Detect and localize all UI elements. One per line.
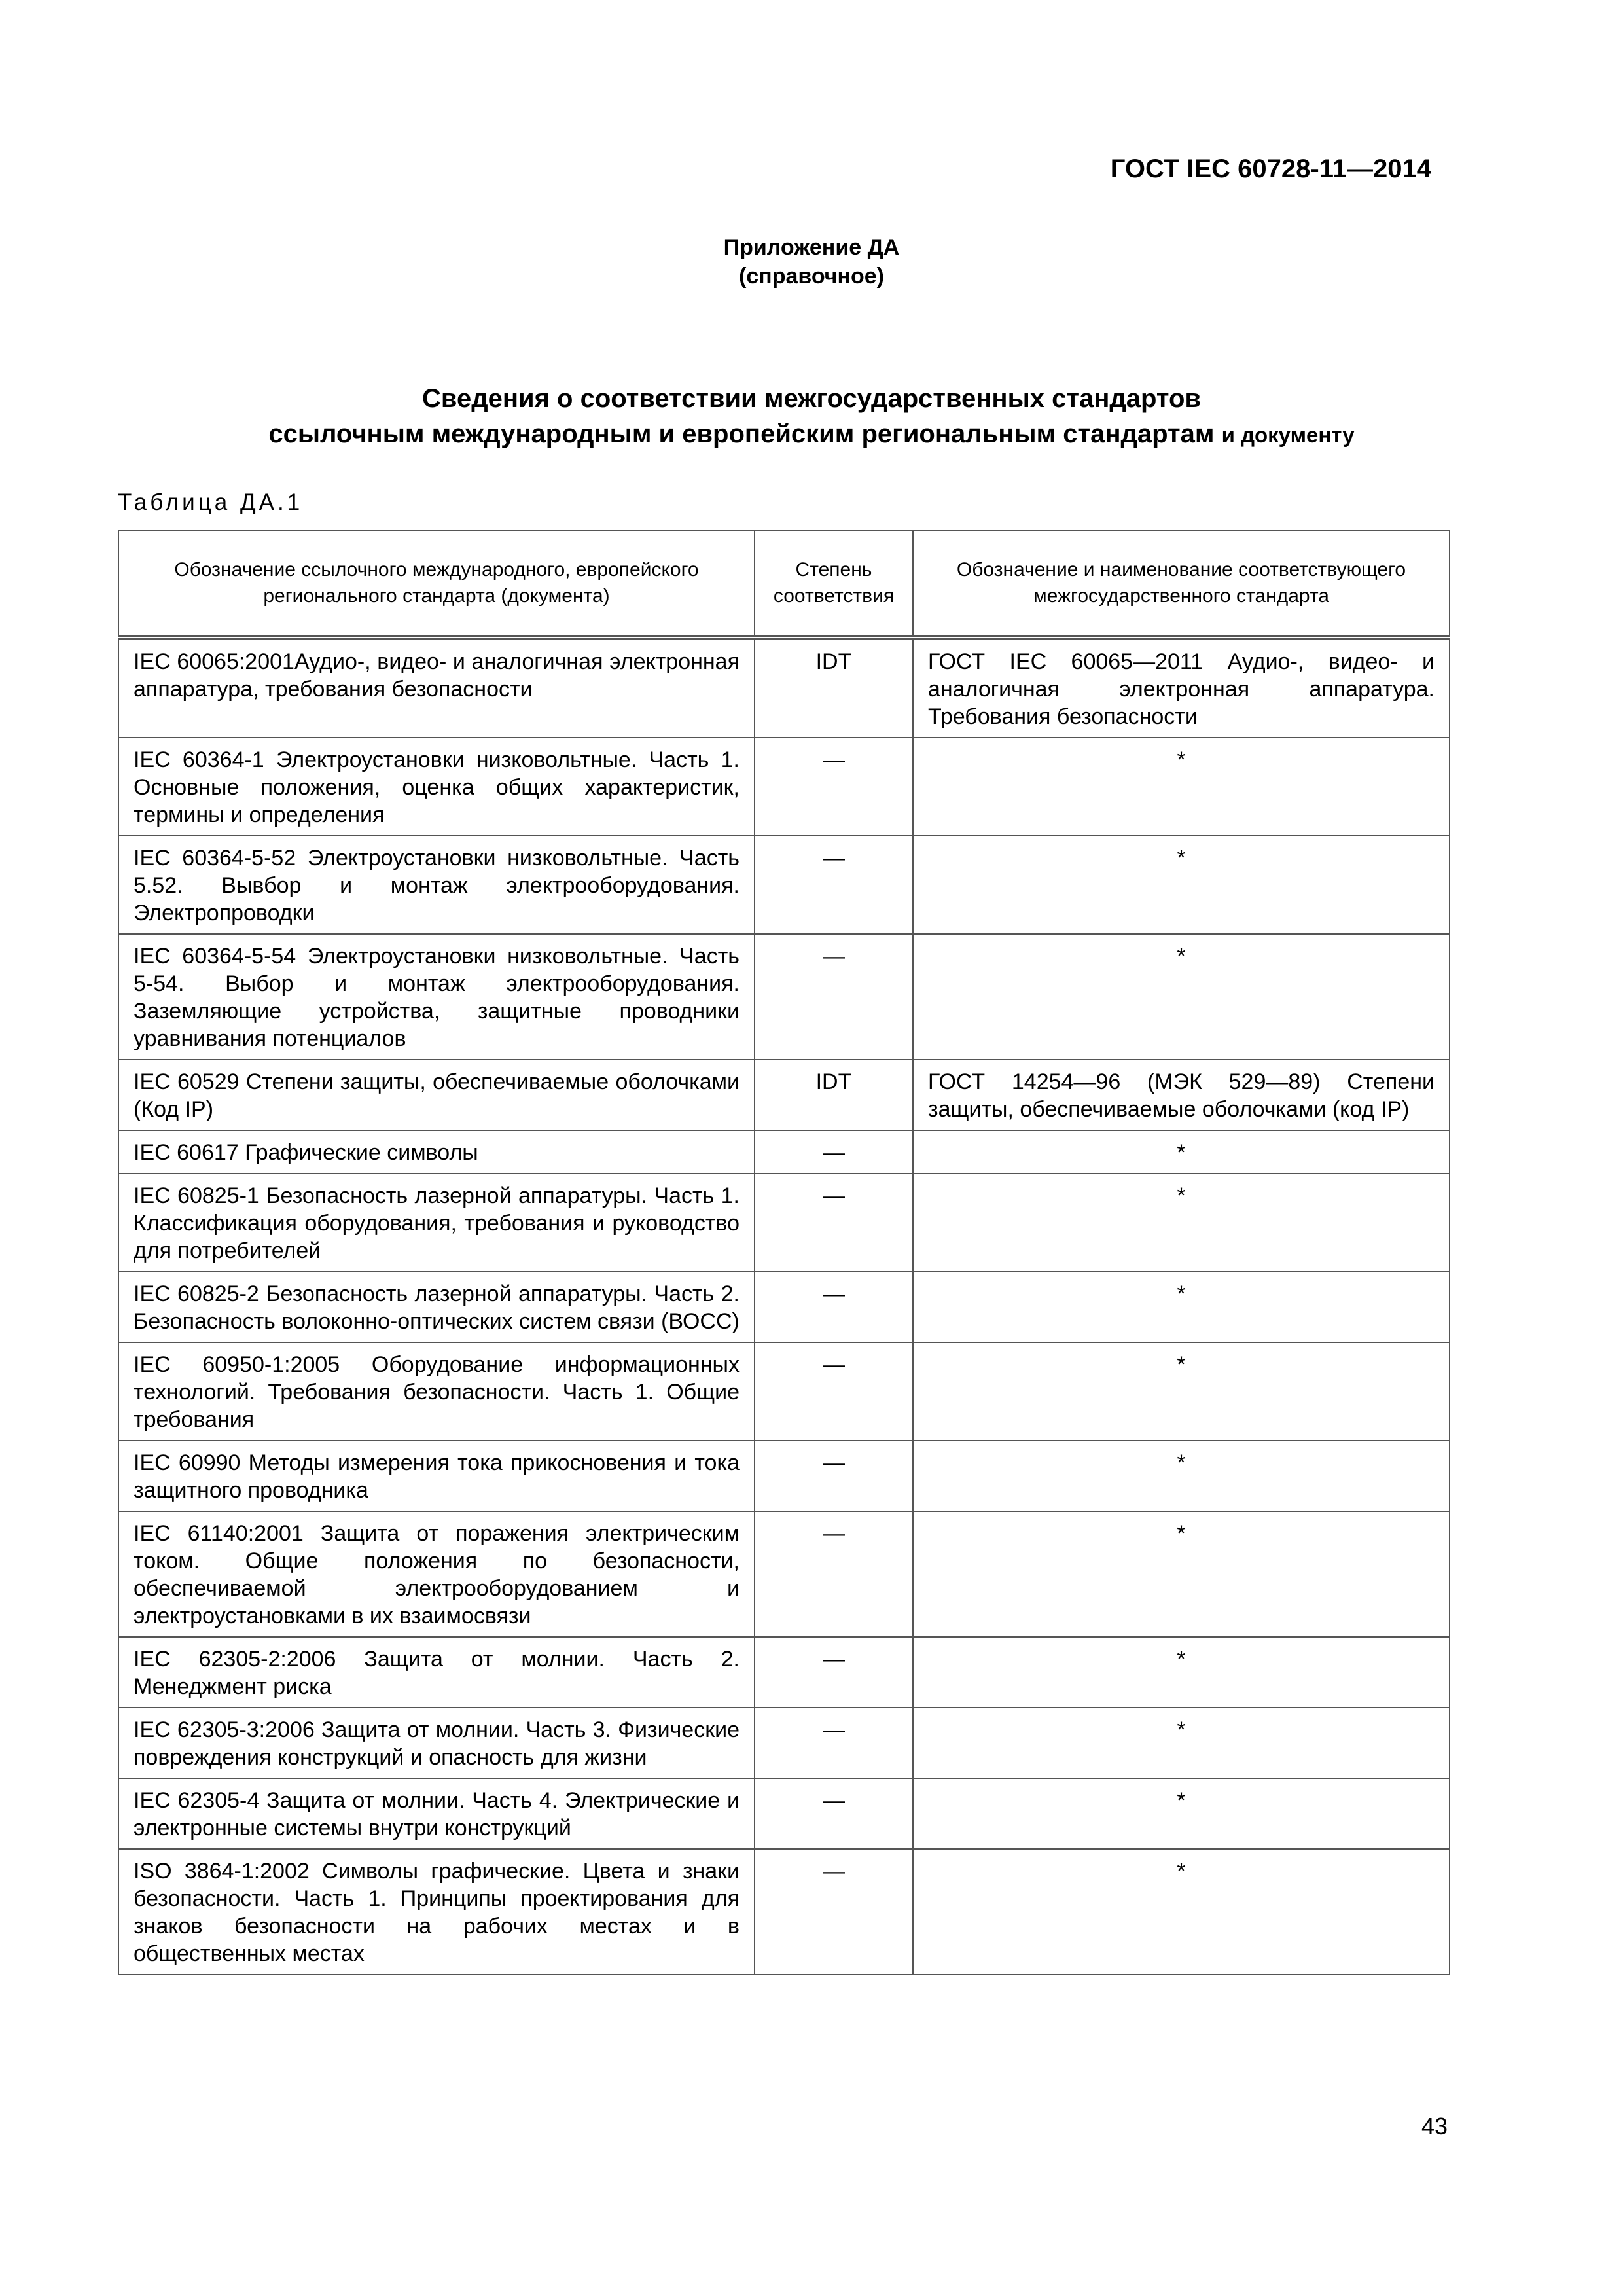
reference-standard-cell: IEC 60364-5-54 Электроустановки низковольтные. Часть 5-54. Выбор и монтаж электрооборудования. Заземляющие устройства, защитные проводники уравнивания потенциалов — [118, 934, 755, 1060]
reference-standard-cell: IEC 60065:2001Аудио-, видео- и аналогичная электронная аппаратура, требования безопасности — [118, 637, 755, 738]
title-line-2 — [0, 416, 1623, 453]
document-code: ГОСТ IEC 60728-11—2014 — [1110, 154, 1431, 183]
table-row — [118, 1342, 1450, 1441]
interstate-standard-cell: * — [913, 1511, 1450, 1637]
table-row — [118, 1708, 1450, 1778]
page-number: 43 — [1421, 2113, 1448, 2140]
header-degree: Степень соответствия — [755, 531, 913, 637]
interstate-standard-cell: ГОСТ 14254—96 (МЭК 529—89) Степени защиты, обеспечиваемые оболочками (код IP) — [913, 1060, 1450, 1130]
reference-standard-cell: ISO 3864-1:2002 Символы графические. Цвета и знаки безопасности. Часть 1. Принципы проектирования для знаков безопасности на рабочих местах и в общественных местах — [118, 1849, 755, 1975]
degree-cell: IDT — [755, 637, 913, 738]
degree-cell: — — [755, 1441, 913, 1511]
header-reference-standard: Обозначение ссылочного международного, европейского регионального стандарта (документа) — [118, 531, 755, 637]
table-header-row — [118, 531, 1450, 637]
table-row — [118, 1060, 1450, 1130]
reference-standard-cell: IEC 60617 Графические символы — [118, 1130, 755, 1174]
interstate-standard-cell: * — [913, 1637, 1450, 1708]
degree-cell: — — [755, 1511, 913, 1637]
interstate-standard-cell: * — [913, 836, 1450, 934]
appendix-heading — [0, 233, 1623, 291]
degree-cell: — — [755, 1849, 913, 1975]
appendix-subtitle: (справочное) — [738, 264, 885, 289]
degree-cell: — — [755, 1778, 913, 1849]
interstate-standard-cell: * — [913, 1849, 1450, 1975]
title-line-1: Сведения о соответствии межгосударственных стандартов — [422, 384, 1201, 413]
reference-standard-cell: IEC 62305-4 Защита от молнии. Часть 4. Электрические и электронные системы внутри конструкций — [118, 1778, 755, 1849]
interstate-standard-cell: * — [913, 1272, 1450, 1342]
table-row — [118, 1637, 1450, 1708]
degree-cell: — — [755, 1130, 913, 1174]
interstate-standard-cell: * — [913, 738, 1450, 836]
appendix-title: Приложение ДА — [723, 235, 900, 260]
table-label: Таблица ДА.1 — [118, 490, 304, 515]
correspondence-table — [118, 530, 1450, 1975]
degree-cell: — — [755, 1342, 913, 1441]
interstate-standard-cell: * — [913, 1708, 1450, 1778]
table-row — [118, 934, 1450, 1060]
interstate-standard-cell: * — [913, 1130, 1450, 1174]
table-row — [118, 1272, 1450, 1342]
reference-standard-cell: IEC 60950-1:2005 Оборудование информационных технологий. Требования безопасности. Часть 1. Общие требования — [118, 1342, 755, 1441]
degree-cell: — — [755, 1637, 913, 1708]
table-row — [118, 1130, 1450, 1174]
degree-cell: — — [755, 934, 913, 1060]
table-row — [118, 1849, 1450, 1975]
reference-standard-cell: IEC 62305-2:2006 Защита от молнии. Часть 2. Менеджмент риска — [118, 1637, 755, 1708]
title-line-2-small: и документу — [1221, 423, 1355, 447]
reference-standard-cell: IEC 60825-2 Безопасность лазерной аппаратуры. Часть 2. Безопасность волоконно-оптических систем связи (ВОСС) — [118, 1272, 755, 1342]
reference-standard-cell: IEC 60364-5-52 Электроустановки низковольтные. Часть 5.52. Вывбор и монтаж электрооборудования. Электропроводки — [118, 836, 755, 934]
degree-cell: — — [755, 1272, 913, 1342]
reference-standard-cell: IEC 61140:2001 Защита от поражения электрическим током. Общие положения по безопасности, обеспечиваемой электрооборудованием и электроустановками в их взаимосвязи — [118, 1511, 755, 1637]
degree-cell: — — [755, 738, 913, 836]
interstate-standard-cell: * — [913, 1174, 1450, 1272]
interstate-standard-cell: ГОСТ IEC 60065—2011 Аудио-, видео- и аналогичная электронная аппаратура. Требования безопасности — [913, 637, 1450, 738]
table-row — [118, 1441, 1450, 1511]
reference-standard-cell: IEC 60990 Методы измерения тока прикосновения и тока защитного проводника — [118, 1441, 755, 1511]
degree-cell: — — [755, 1708, 913, 1778]
section-title — [0, 381, 1623, 453]
reference-standard-cell: IEC 62305-3:2006 Защита от молнии. Часть 3. Физические повреждения конструкций и опасность для жизни — [118, 1708, 755, 1778]
degree-cell: IDT — [755, 1060, 913, 1130]
table-row — [118, 1174, 1450, 1272]
header-interstate-standard: Обозначение и наименование соответствующего межгосударственного стандарта — [913, 531, 1450, 637]
table-row — [118, 637, 1450, 738]
table-row — [118, 836, 1450, 934]
interstate-standard-cell: * — [913, 934, 1450, 1060]
interstate-standard-cell: * — [913, 1778, 1450, 1849]
reference-standard-cell: IEC 60364-1 Электроустановки низковольтные. Часть 1. Основные положения, оценка общих характеристик, термины и определения — [118, 738, 755, 836]
table-row — [118, 1778, 1450, 1849]
table-row — [118, 1511, 1450, 1637]
table-row — [118, 738, 1450, 836]
degree-cell: — — [755, 1174, 913, 1272]
interstate-standard-cell: * — [913, 1342, 1450, 1441]
degree-cell: — — [755, 836, 913, 934]
reference-standard-cell: IEC 60825-1 Безопасность лазерной аппаратуры. Часть 1. Классификация оборудования, требования и руководство для потребителей — [118, 1174, 755, 1272]
reference-standard-cell: IEC 60529 Степени защиты, обеспечиваемые оболочками (Код IP) — [118, 1060, 755, 1130]
interstate-standard-cell: * — [913, 1441, 1450, 1511]
title-line-2-main: ссылочным международным и европейским региональным стандартам — [268, 420, 1215, 448]
